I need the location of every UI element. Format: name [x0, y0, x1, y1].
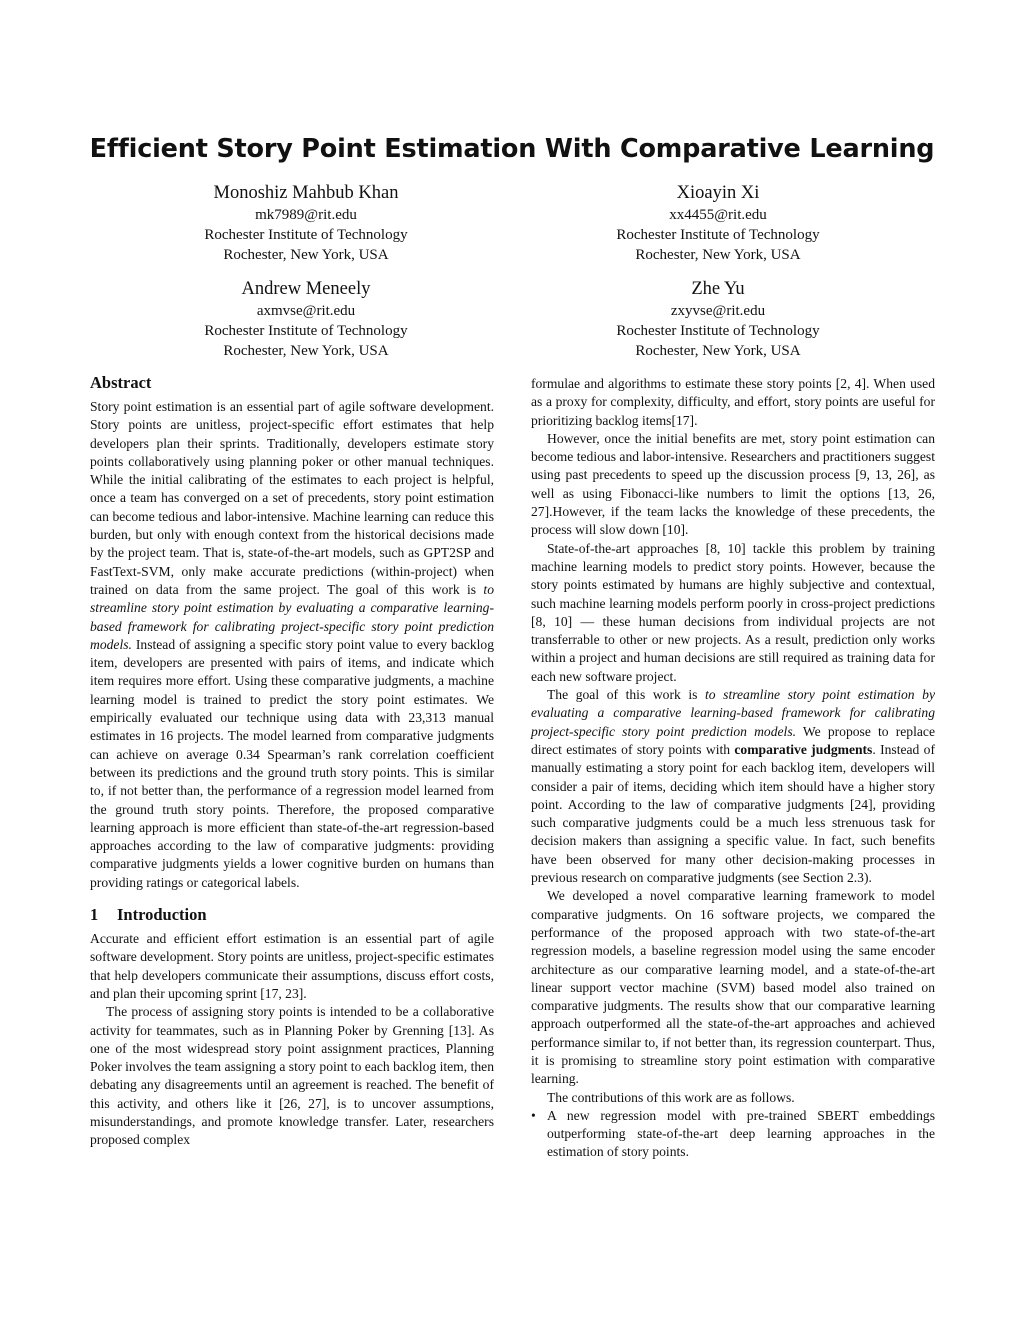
author-affiliation: Rochester Institute of Technology: [616, 227, 820, 243]
author-name: Xioayin Xi: [676, 183, 760, 203]
intro-paragraph-6: We developed a novel comparative learning framework to model comparative judgments. On 16 software projects, we compared the performance of the proposed approach with two state-of-the-art regression models, a baseline regression model using the same encoder architecture as our comparative learning model, and a state-of-the-art linear support vector machine (SVM) based model also trained on comparative judgments. The results show that our comparative learning approach outperformed all the state-of-the-art approaches and achieved performance similar to, if not better than, its regression counterpart. Thus, it is promising to streamline story point estimation with comparative learning.: [531, 888, 935, 1087]
author-name: Zhe Yu: [691, 279, 745, 299]
author-location: Rochester, New York, USA: [635, 343, 801, 359]
author-block-3: [156, 277, 456, 361]
intro-paragraph-2: The process of assigning story points is intended to be a collaborative activity for teammates, such as in Planning Poker by Grenning [13]. As one of the most widespread story point assignment practices, Planning Poker involves the team assigning a story point to each backlog item, then debating any disagreements until an agreement is reached. The benefit of this activity, and others like it [26, 27], is to uncover assumptions, misunderstandings, and promote knowledge transfer. Later, researchers proposed complex: [90, 1004, 494, 1148]
list-item: [531, 1107, 935, 1162]
author-location: Rochester, New York, USA: [223, 247, 389, 263]
author-email: zxyvse@rit.edu: [670, 303, 766, 319]
section-title: Introduction: [117, 905, 207, 925]
paragraph-text-part: The goal of this work is: [547, 687, 706, 703]
intro-paragraph-3: However, once the initial benefits are met, story point estimation can become tedious and labor-intensive. Researchers and practitioners suggest using past precedents to speed up the discussion process [9, 13, 26], as well as using Fibonacci-like numbers to limit the options [13, 26, 27].However, if the team lacks the knowledge of these precedents, the process will slow down [10].: [531, 430, 935, 538]
paper-title: Efficient Story Point Estimation With Comparative Learning: [89, 134, 935, 164]
intro-paragraph-4: State-of-the-art approaches [8, 10] tackle this problem by training machine learning models to predict story points. However, because the story points estimated by humans are highly subjective and contextual, such machine learning models perform poorly in cross-project predictions [8, 10] — these human decisions from individual projects are not transferrable to other or new projects. As a result, prediction only works within a project and human decisions are still required as training data for each new software project.: [531, 540, 935, 684]
author-affiliation: Rochester Institute of Technology: [616, 323, 820, 339]
author-location: Rochester, New York, USA: [635, 247, 801, 263]
author-block-1: [156, 181, 456, 265]
paragraph-text-part: We propose to replace direct estimates of story points with: [531, 723, 935, 757]
bullet-icon: •: [531, 1107, 536, 1123]
introduction-heading: [90, 904, 494, 926]
goal-italic: to streamline story point estimation by evaluating a comparative learning-based framework for calibrating project-specific story point prediction models.: [531, 687, 935, 739]
author-name: Andrew Meneely: [241, 279, 371, 299]
abstract-heading: Abstract: [90, 373, 152, 392]
author-affiliation: Rochester Institute of Technology: [204, 323, 408, 339]
paragraph-text-part: . Instead of manually estimating a story point for each backlog item, developers will consider a pair of items, deciding which item should have a higher story point. According to the law of comparative judgments [24], providing such comparative judgments could be a much less strenuous task for decision makers than assigning a specific value. In fact, such benefits have been observed for many other decision-making processes in previous research on comparative judgments (see Section 2.3).: [531, 741, 935, 886]
intro-paragraph-7: The contributions of this work are as follows.: [547, 1089, 795, 1105]
abstract-text: [90, 398, 494, 892]
contributions-list: [531, 1107, 935, 1162]
author-email: mk7989@rit.edu: [255, 207, 357, 223]
intro-paragraph-5: [531, 686, 935, 887]
author-affiliation: Rochester Institute of Technology: [204, 227, 408, 243]
author-email: xx4455@rit.edu: [669, 207, 767, 223]
abstract-goal-italic: to streamline story point estimation by evaluating a comparative learning-based framework for calibrating project-specific story point prediction models.: [90, 581, 494, 652]
author-name: Monoshiz Mahbub Khan: [213, 183, 399, 203]
intro-paragraph-1: Accurate and efficient effort estimation is an essential part of agile software development. Story points are unitless, project-specific estimates that help developers communicate their assumptions, discuss effort costs, and plan their upcoming sprint [17, 23].: [90, 931, 494, 1001]
abstract-text-part: Story point estimation is an essential part of agile software development. Story points are unitless, project-specific effort estimates that help developers plan their sprints. Traditionally, developers estimate story points collaboratively using planning poker or other manual techniques. While the initial calibrating of the estimates to each project is helpful, once a team has converged on a set of precedents, story point estimation can become tedious and labor-intensive. Machine learning can reduce this burden, but only with enough context from the historical decisions made by the project team. That is, state-of-the-art models, such as GPT2SP and FastText-SVM, only make accurate predictions (within-project) when trained on data from the same project. The goal of this work is: [90, 399, 494, 597]
abstract-text-part: Instead of assigning a specific story point value to every backlog item, developers are presented with pairs of items, and indicate which item requires more effort. Using these comparative judgments, a machine learning model is trained to predict the story point estimates. We empirically evaluated our technique using data with 23,313 manual estimates in 16 projects. The model learned from comparative judgments can achieve on average 0.34 Spearman’s rank correlation coefficient between its predictions and the ground truth story points. This is similar to, if not better than, the performance of a regression model learned from the ground truth story points. Therefore, the proposed comparative learning approach is more efficient than state-of-the-art regression-based approaches according to the law of comparative judgments: providing comparative judgments yields a lower cognitive burden on humans than providing ratings or categorical labels.: [90, 636, 494, 890]
author-location: Rochester, New York, USA: [223, 343, 389, 359]
right-column: [531, 375, 935, 1162]
author-block-4: [568, 277, 868, 361]
comparative-judgments-bold: comparative judgments: [734, 741, 873, 757]
author-email: axmvse@rit.edu: [256, 303, 356, 319]
intro-paragraph-2-continued: formulae and algorithms to estimate these story points [2, 4]. When used as a proxy for complexity, difficulty, and effort, story points are useful for prioritizing backlog items[17].: [531, 376, 935, 428]
author-block-2: [568, 181, 868, 265]
section-number: 1: [90, 905, 99, 925]
list-item-text: A new regression model with pre-trained SBERT embeddings outperforming state-of-the-art deep learning approaches in the estimation of story points.: [547, 1107, 935, 1160]
left-column: [90, 372, 494, 1150]
